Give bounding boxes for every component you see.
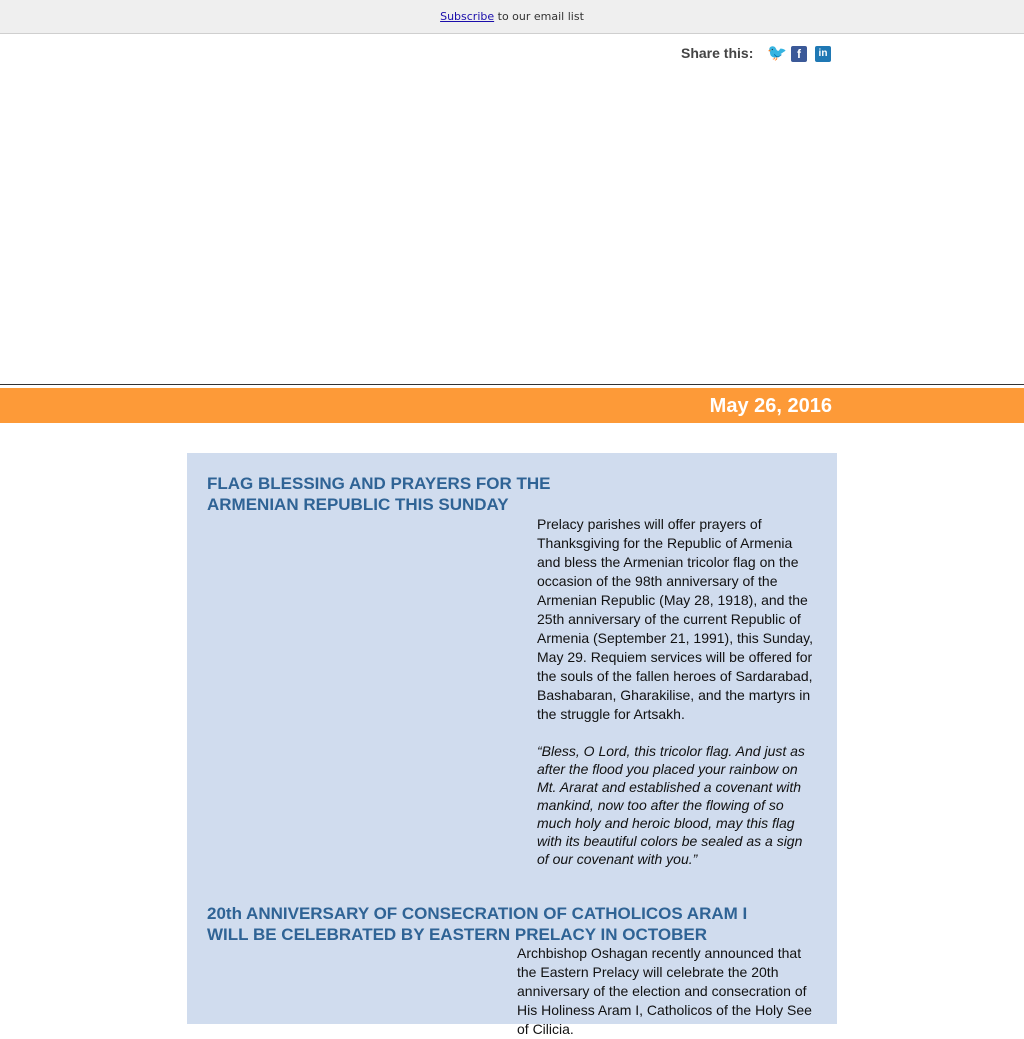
article-body: Archbishop Oshagan recently announced that the Eastern Prelacy will celebrate the 20th anniversary of the election and consecration of His Holiness Aram I, Catholicos of the Holy See of Cilicia. [517, 945, 812, 1037]
subscribe-link[interactable]: Subscribe [440, 10, 495, 23]
headline-line: 20th ANNIVERSARY OF CONSECRATION OF CATHOLICOS ARAM I [207, 904, 748, 923]
subscribe-text [0, 10, 1024, 23]
subscribe-rest-text: to our email list [494, 10, 584, 23]
header-image-area [0, 70, 1024, 380]
twitter-icon[interactable]: 🐦 [767, 45, 787, 62]
article-quote: “Bless, O Lord, this tricolor flag. And just as after the flood you placed your rainbow on Mt. Ararat and established a covenant with mankind, now too after the flowing of so much holy and heroic blood, may this flag with its beautiful colors be sealed as a sign of our covenant with you.” [537, 743, 805, 867]
headline-line: FLAG BLESSING AND PRAYERS FOR THE [207, 474, 551, 493]
article-body: Prelacy parishes will offer prayers of Thanksgiving for the Republic of Armenia and bless the Armenian tricolor flag on the occasion of the 98th anniversary of the Armenian Republic (May 28, 1918), and the 25th anniversary of the current Republic of Armenia (September 21, 1991), this Sunday, May 29. Requiem services will be offered for the souls of the fallen heroes of Sardarabad, Bashabaran, Gharakilise, and the martyrs in the struggle for Artsakh. [537, 516, 814, 722]
linkedin-icon[interactable]: in [815, 46, 831, 62]
facebook-icon[interactable]: f [791, 46, 807, 62]
share-label: Share this: [681, 45, 754, 61]
subscribe-bar [0, 0, 1024, 34]
article-panel [187, 453, 837, 1037]
headline-line: WILL BE CELEBRATED BY EASTERN PRELACY IN OCTOBER [207, 925, 707, 944]
article-headline [207, 473, 551, 515]
date-bar [0, 388, 1024, 423]
issue-date: May 26, 2016 [709, 395, 832, 417]
headline-line: ARMENIAN REPUBLIC THIS SUNDAY [207, 495, 509, 514]
article-headline [207, 903, 747, 945]
divider [0, 384, 1024, 385]
